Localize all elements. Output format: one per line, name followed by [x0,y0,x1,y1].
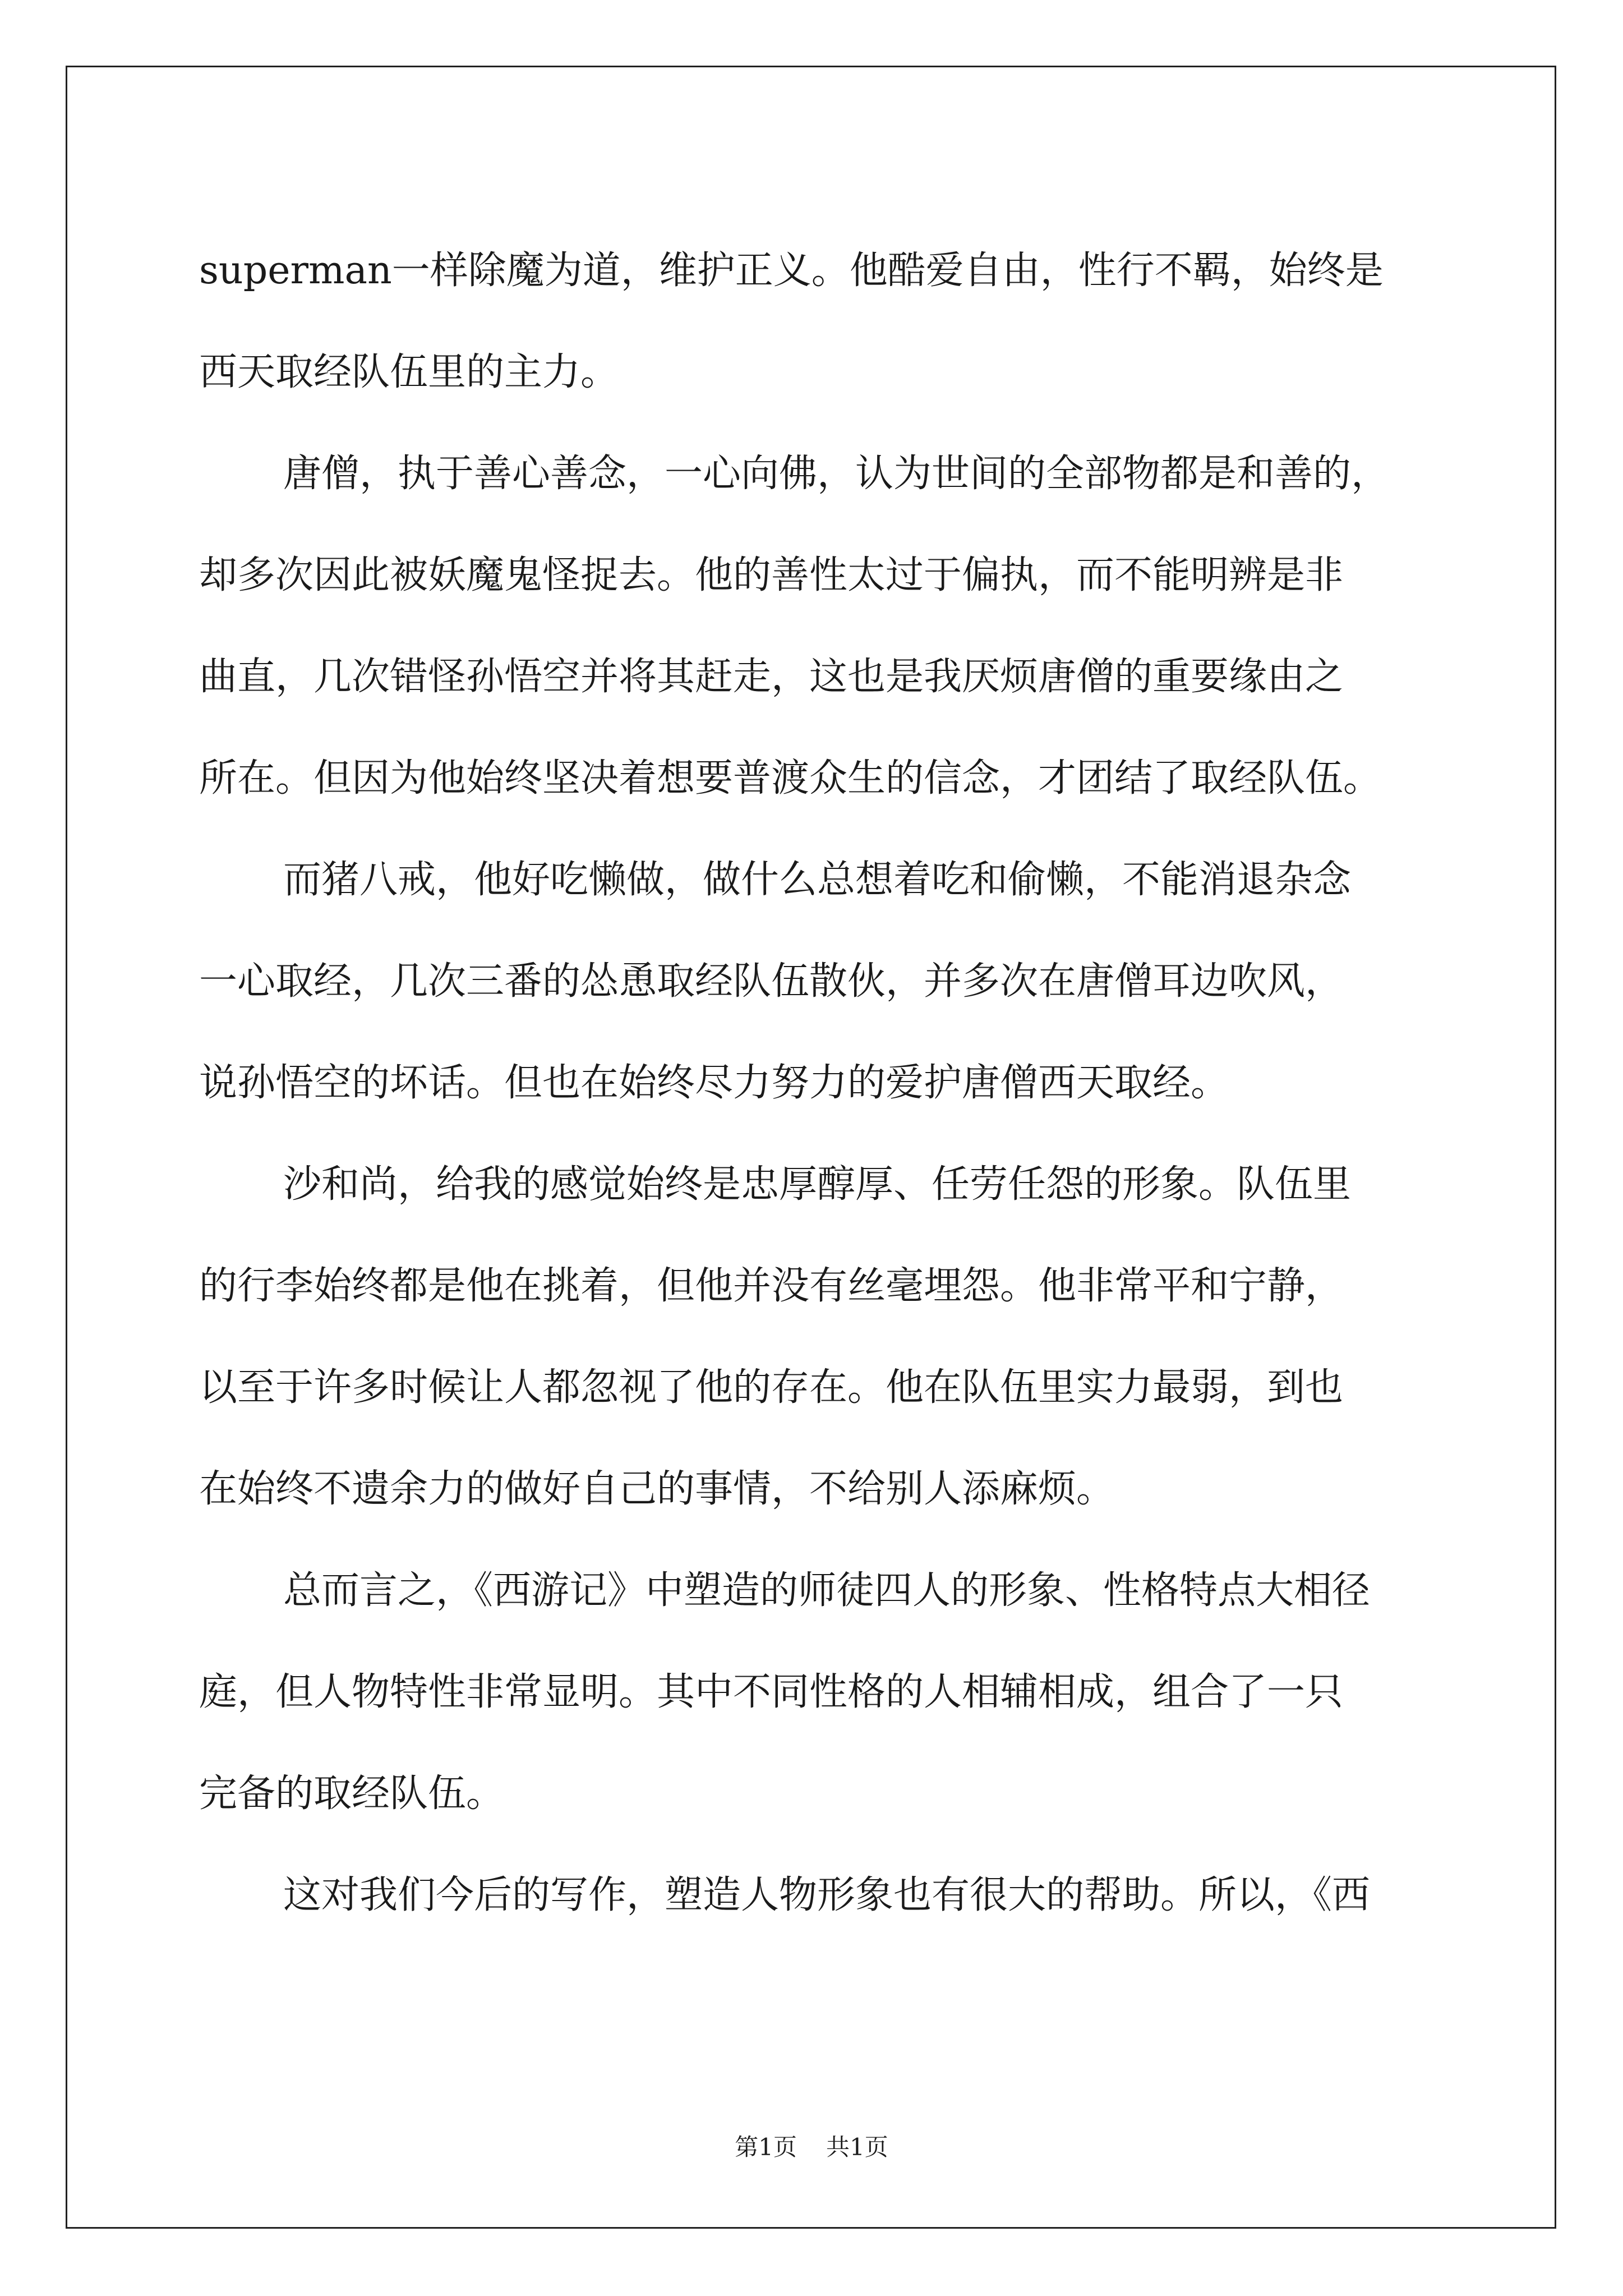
text-line: 曲直，几次错怪孙悟空并将其赶走，这也是我厌烦唐僧的重要缘由之 [199,655,1344,699]
text-line: 沙和尚，给我的感觉始终是忠厚醇厚、任劳任怨的形象。队伍里 [283,1162,1352,1207]
text-line: 这对我们今后的写作，塑造人物形象也有很大的帮助。所以，《西 [283,1873,1371,1917]
text-line: 以至于许多时候让人都忽视了他的存在。他在队伍里实力最弱，到也 [199,1365,1344,1410]
text-line: 西天取经队伍里的主力。 [199,350,619,394]
text-line: superman一样除魔为道，维护正义。他酷爱自由，性行不羁，始终是 [199,249,1384,293]
text-line: 却多次因此被妖魔鬼怪捉去。他的善性太过于偏执，而不能明辨是非 [199,553,1344,597]
text-line: 完备的取经队伍。 [199,1772,505,1816]
text-line: 庭，但人物特性非常显明。其中不同性格的人相辅相成，组合了一只 [199,1670,1344,1714]
page-total: 共1页 [826,2133,888,2161]
text-line: 的行李始终都是他在挑着，但他并没有丝毫埋怨。他非常平和宁静， [199,1264,1344,1308]
document-body [199,220,1433,1946]
text-line: 在始终不遗余力的做好自己的事情，不给别人添麻烦。 [199,1467,1115,1511]
text-line: 说孙悟空的坏话。但也在始终尽力努力的爱护唐僧西天取经。 [199,1061,1229,1105]
page-footer [0,2131,1623,2164]
text-line: 所在。但因为他始终坚决着想要普渡众生的信念，才团结了取经队伍。 [199,756,1382,800]
page-number: 第1页 [735,2133,797,2161]
text-line: 总而言之，《西游记》中塑造的师徒四人的形象、性格特点大相径 [283,1568,1371,1613]
text-line: 一心取经，几次三番的怂恿取经队伍散伙，并多次在唐僧耳边吹风， [199,959,1344,1004]
text-line: 而猪八戒，他好吃懒做，做什么总想着吃和偷懒，不能消退杂念 [283,858,1352,902]
text-line: 唐僧，执于善心善念，一心向佛，认为世间的全部物都是和善的， [283,452,1390,496]
